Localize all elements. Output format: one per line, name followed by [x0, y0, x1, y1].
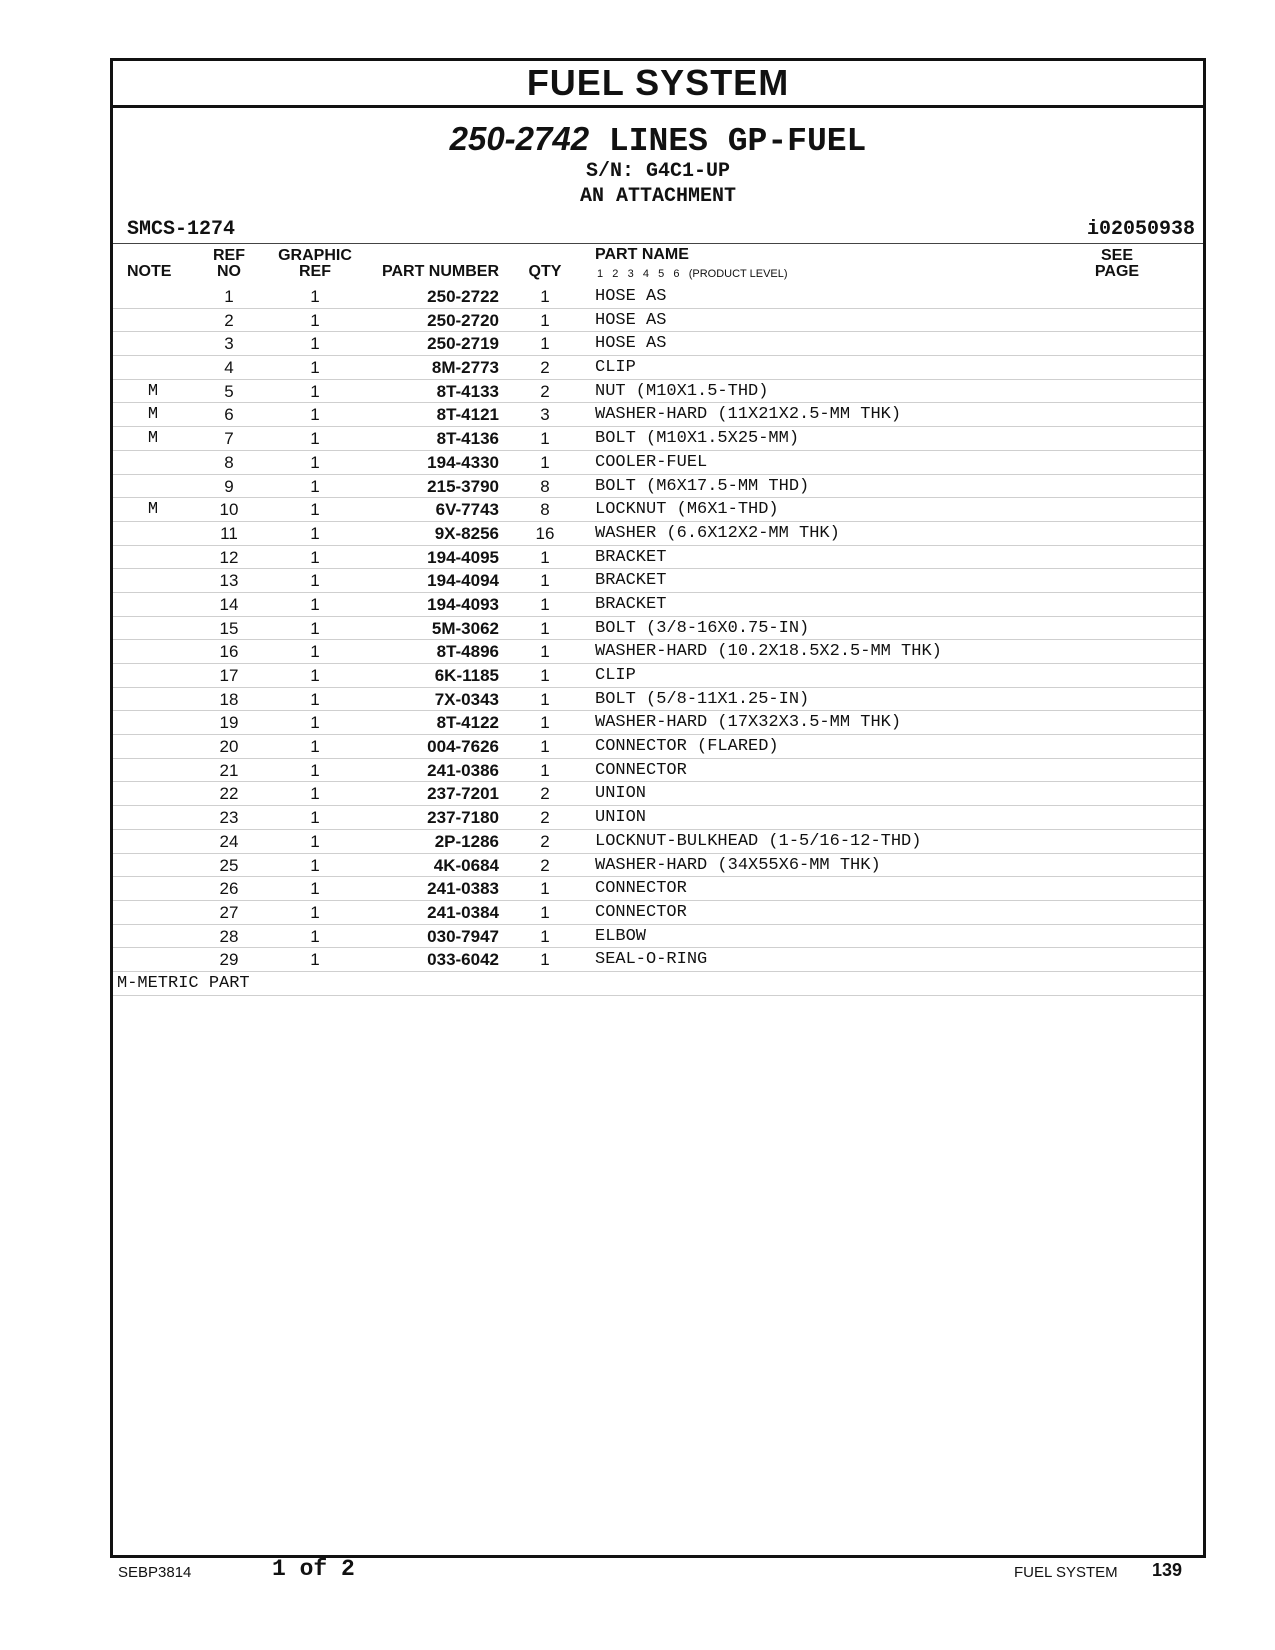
column-headers: [113, 244, 1203, 284]
table-row: [113, 759, 1203, 783]
graphic-ref-cell: 1: [310, 713, 320, 733]
page-number: 139: [1152, 1560, 1183, 1580]
part-number-cell: 250-2720: [427, 310, 499, 330]
qty-cell: 1: [540, 666, 550, 685]
col-ref-top: REF: [213, 247, 245, 264]
part-number-cell: 241-0384: [427, 902, 499, 922]
qty-cell: 1: [540, 429, 550, 449]
table-row: [113, 830, 1203, 854]
qty-cell: 1: [540, 310, 550, 330]
ref-no-cell: 11: [220, 523, 238, 543]
graphic-ref-cell: 1: [310, 452, 320, 472]
part-number-cell: 215-3790: [427, 476, 499, 496]
ref-no-cell: 29: [219, 950, 239, 970]
part-name-cell: SEAL-O-RING: [595, 950, 708, 970]
group-part-number: 250-2742: [449, 120, 590, 157]
qty-cell: 2: [540, 358, 550, 378]
part-number-cell: 8T-4133: [436, 381, 499, 401]
qty-cell: 1: [540, 689, 550, 709]
part-number-cell: 9X-8256: [434, 523, 499, 543]
table-row: [113, 711, 1203, 735]
part-name-cell: BOLT (M10X1.5X25-MM): [595, 429, 800, 449]
part-number-cell: 8M-2773: [431, 358, 499, 378]
qty-cell: 1: [540, 594, 550, 614]
note-cell: M: [147, 381, 159, 401]
part-number-cell: 6K-1185: [434, 666, 499, 685]
qty-cell: 1: [540, 713, 550, 733]
col-qty: QTY: [528, 263, 562, 280]
graphic-ref-cell: 1: [310, 642, 320, 662]
qty-cell: 1: [540, 642, 550, 662]
col-ref-bottom: NO: [217, 263, 241, 280]
graphic-ref-cell: 1: [310, 831, 320, 851]
ref-no-cell: 13: [219, 571, 239, 591]
part-name-cell: ELBOW: [595, 926, 647, 946]
ref-no-cell: 14: [219, 594, 239, 614]
footer-section-name: FUEL SYSTEM: [1014, 1564, 1118, 1581]
part-name-cell: CLIP: [595, 358, 636, 378]
part-number-cell: 2P-1286: [434, 831, 499, 851]
table-row: [113, 782, 1203, 806]
part-name-cell: WASHER-HARD (17X32X3.5-MM THK): [595, 713, 902, 733]
part-name-cell: CLIP: [595, 666, 636, 685]
table-row: [113, 356, 1203, 380]
table-row: [113, 403, 1203, 427]
part-number-cell: 8T-4122: [436, 713, 499, 733]
part-name-cell: UNION: [595, 808, 647, 828]
part-name-cell: CONNECTOR (FLARED): [595, 737, 779, 757]
ref-no-cell: 5: [224, 381, 234, 401]
part-number-cell: 8T-4896: [436, 642, 499, 662]
part-name-cell: BOLT (5/8-11X1.25-IN): [595, 689, 810, 709]
part-number-cell: 004-7626: [427, 737, 499, 757]
part-name-cell: CONNECTOR: [595, 879, 687, 899]
qty-cell: 2: [540, 784, 550, 804]
table-row: [113, 806, 1203, 830]
table-row: [113, 877, 1203, 901]
ref-no-cell: 15: [219, 618, 239, 638]
qty-cell: 1: [540, 950, 550, 970]
graphic-ref-cell: 1: [310, 429, 320, 449]
part-name-cell: WASHER (6.6X12X2-MM THK): [595, 523, 840, 543]
ref-no-cell: 10: [219, 500, 239, 520]
qty-cell: 1: [540, 737, 550, 757]
table-row: [113, 569, 1203, 593]
table-row: [113, 498, 1203, 522]
part-name-cell: BRACKET: [595, 571, 667, 591]
ref-no-cell: 1: [224, 287, 234, 306]
graphic-ref-cell: 1: [310, 666, 320, 685]
col-part-name: PART NAME: [595, 246, 689, 263]
table-row: [113, 664, 1203, 688]
ref-no-cell: 9: [224, 476, 234, 496]
part-number-cell: 194-4330: [427, 452, 499, 472]
ref-no-cell: 18: [219, 689, 239, 709]
graphic-ref-cell: 1: [310, 310, 320, 330]
page-of-indicator: 1 of 2: [272, 1556, 355, 1582]
graphic-ref-cell: 1: [310, 381, 320, 401]
graphic-ref-cell: 1: [310, 737, 320, 757]
qty-cell: 1: [540, 926, 550, 946]
graphic-ref-cell: 1: [310, 950, 320, 970]
part-name-cell: BOLT (M6X17.5-MM THD): [595, 476, 810, 496]
ref-no-cell: 22: [219, 784, 239, 804]
part-number-cell: 030-7947: [427, 926, 499, 946]
smcs-code: SMCS-1274: [127, 218, 236, 241]
ref-no-cell: 20: [219, 737, 239, 757]
section-title-band: [113, 61, 1203, 108]
ref-no-cell: 2: [224, 310, 234, 330]
footnote-row: [113, 972, 1203, 996]
part-number-cell: 194-4093: [427, 594, 499, 614]
qty-cell: 16: [535, 523, 555, 543]
qty-cell: 2: [540, 855, 550, 875]
col-see-top: SEE: [1100, 247, 1133, 264]
part-name-cell: UNION: [595, 784, 647, 804]
part-name-cell: BRACKET: [595, 594, 667, 614]
col-part-number: PART NUMBER: [381, 263, 499, 280]
note-cell: M: [147, 405, 159, 425]
qty-cell: 2: [540, 831, 550, 851]
part-name-cell: HOSE AS: [595, 310, 667, 330]
part-number-cell: 194-4094: [427, 571, 499, 591]
footnote-text: M-METRIC PART: [117, 973, 250, 993]
graphic-ref-cell: 1: [310, 523, 320, 543]
part-number-cell: 8T-4121: [436, 405, 499, 425]
qty-cell: 1: [540, 287, 550, 306]
qty-cell: 1: [540, 902, 550, 922]
graphic-ref-cell: 1: [310, 500, 320, 520]
part-name-cell: WASHER-HARD (11X21X2.5-MM THK): [595, 405, 902, 425]
parts-page-frame: [110, 58, 1206, 1558]
table-row: [113, 332, 1203, 356]
table-row: [113, 617, 1203, 641]
table-row: [113, 546, 1203, 570]
part-name-cell: BRACKET: [595, 547, 667, 567]
ref-no-cell: 12: [219, 547, 239, 567]
part-number-cell: 241-0386: [427, 760, 499, 780]
graphic-ref-cell: 1: [310, 902, 320, 922]
ref-no-cell: 17: [219, 666, 239, 685]
part-number-cell: 033-6042: [427, 950, 499, 970]
part-number-cell: 250-2719: [427, 334, 499, 354]
table-row: [113, 640, 1203, 664]
part-name-cell: BOLT (3/8-16X0.75-IN): [595, 618, 810, 638]
ref-no-cell: 4: [224, 358, 234, 378]
note-cell: M: [147, 429, 159, 449]
graphic-ref-cell: 1: [310, 287, 320, 306]
part-name-cell: LOCKNUT (M6X1-THD): [595, 500, 779, 520]
table-row: [113, 854, 1203, 878]
graphic-ref-cell: 1: [310, 571, 320, 591]
part-name-cell: WASHER-HARD (10.2X18.5X2.5-MM THK): [595, 642, 942, 662]
ref-no-cell: 3: [224, 334, 234, 354]
table-row: [113, 309, 1203, 333]
publication-number: SEBP3814: [118, 1564, 192, 1581]
col-graphic-bottom: REF: [299, 263, 331, 280]
ref-no-cell: 28: [219, 926, 239, 946]
graphic-ref-cell: 1: [310, 855, 320, 875]
table-row: [113, 522, 1203, 546]
ref-no-cell: 16: [219, 642, 239, 662]
ref-no-cell: 21: [219, 760, 239, 780]
part-number-cell: 194-4095: [427, 547, 499, 567]
table-row: [113, 593, 1203, 617]
ref-no-cell: 6: [224, 405, 234, 425]
qty-cell: 1: [540, 760, 550, 780]
group-title: [113, 120, 1203, 160]
graphic-ref-cell: 1: [310, 689, 320, 709]
graphic-ref-cell: 1: [310, 784, 320, 804]
ref-no-cell: 27: [219, 902, 239, 922]
part-number-cell: 237-7201: [427, 784, 499, 804]
table-row: [113, 735, 1203, 759]
qty-cell: 2: [540, 381, 550, 401]
part-number-cell: 5M-3062: [431, 618, 499, 638]
col-note: NOTE: [127, 263, 172, 280]
ref-no-cell: 8: [224, 452, 234, 472]
part-name-cell: CONNECTOR: [595, 902, 687, 922]
graphic-ref-cell: 1: [310, 926, 320, 946]
part-number-cell: 4K-0684: [433, 855, 499, 875]
part-number-cell: 8T-4136: [436, 429, 499, 449]
group-header: [113, 108, 1203, 244]
graphic-ref-cell: 1: [310, 358, 320, 378]
table-row: [113, 427, 1203, 451]
ref-no-cell: 23: [219, 808, 239, 828]
graphic-ref-cell: 1: [310, 547, 320, 567]
part-number-cell: 241-0383: [427, 879, 499, 899]
table-row: [113, 451, 1203, 475]
group-type: AN ATTACHMENT: [579, 185, 737, 208]
part-name-cell: COOLER-FUEL: [595, 452, 708, 472]
ref-no-cell: 7: [224, 429, 234, 449]
qty-cell: 1: [540, 547, 550, 567]
col-graphic-top: GRAPHIC: [278, 247, 352, 264]
qty-cell: 8: [540, 476, 550, 496]
qty-cell: 1: [540, 452, 550, 472]
group-name: LINES GP-FUEL: [608, 123, 867, 160]
table-row: [113, 688, 1203, 712]
section-title: FUEL SYSTEM: [526, 62, 790, 103]
parts-list: [113, 285, 1203, 996]
table-row: [113, 925, 1203, 949]
col-see-bottom: PAGE: [1094, 263, 1140, 280]
part-number-cell: 237-7180: [427, 808, 499, 828]
serial-number: S/N: G4C1-UP: [585, 160, 731, 183]
qty-cell: 1: [540, 334, 550, 354]
ref-no-cell: 26: [219, 879, 239, 899]
part-name-cell: CONNECTOR: [595, 760, 687, 780]
graphic-ref-cell: 1: [310, 879, 320, 899]
graphic-ref-cell: 1: [310, 618, 320, 638]
graphic-ref-cell: 1: [310, 334, 320, 354]
part-name-cell: NUT (M10X1.5-THD): [595, 381, 769, 401]
illustration-id: i02050938: [1086, 218, 1195, 241]
qty-cell: 1: [540, 879, 550, 899]
col-product-level: 1 2 3 4 5 6 (PRODUCT LEVEL): [597, 268, 788, 280]
part-number-cell: 6V-7743: [435, 500, 499, 520]
part-name-cell: HOSE AS: [595, 287, 667, 306]
table-row: [113, 285, 1203, 309]
note-cell: M: [147, 500, 159, 520]
graphic-ref-cell: 1: [310, 760, 320, 780]
table-row: [113, 901, 1203, 925]
table-row: [113, 948, 1203, 972]
ref-no-cell: 24: [219, 831, 239, 851]
qty-cell: 1: [540, 571, 550, 591]
part-name-cell: LOCKNUT-BULKHEAD (1-5/16-12-THD): [595, 831, 922, 851]
table-row: [113, 380, 1203, 404]
table-row: [113, 475, 1203, 499]
graphic-ref-cell: 1: [310, 594, 320, 614]
qty-cell: 1: [540, 618, 550, 638]
graphic-ref-cell: 1: [310, 808, 320, 828]
graphic-ref-cell: 1: [310, 405, 320, 425]
ref-no-cell: 25: [219, 855, 239, 875]
part-number-cell: 250-2722: [427, 287, 499, 306]
qty-cell: 8: [540, 500, 550, 520]
part-name-cell: HOSE AS: [595, 334, 667, 354]
part-number-cell: 7X-0343: [434, 689, 499, 709]
part-name-cell: WASHER-HARD (34X55X6-MM THK): [595, 855, 881, 875]
graphic-ref-cell: 1: [310, 476, 320, 496]
ref-no-cell: 19: [219, 713, 239, 733]
qty-cell: 3: [540, 405, 550, 425]
qty-cell: 2: [540, 808, 550, 828]
